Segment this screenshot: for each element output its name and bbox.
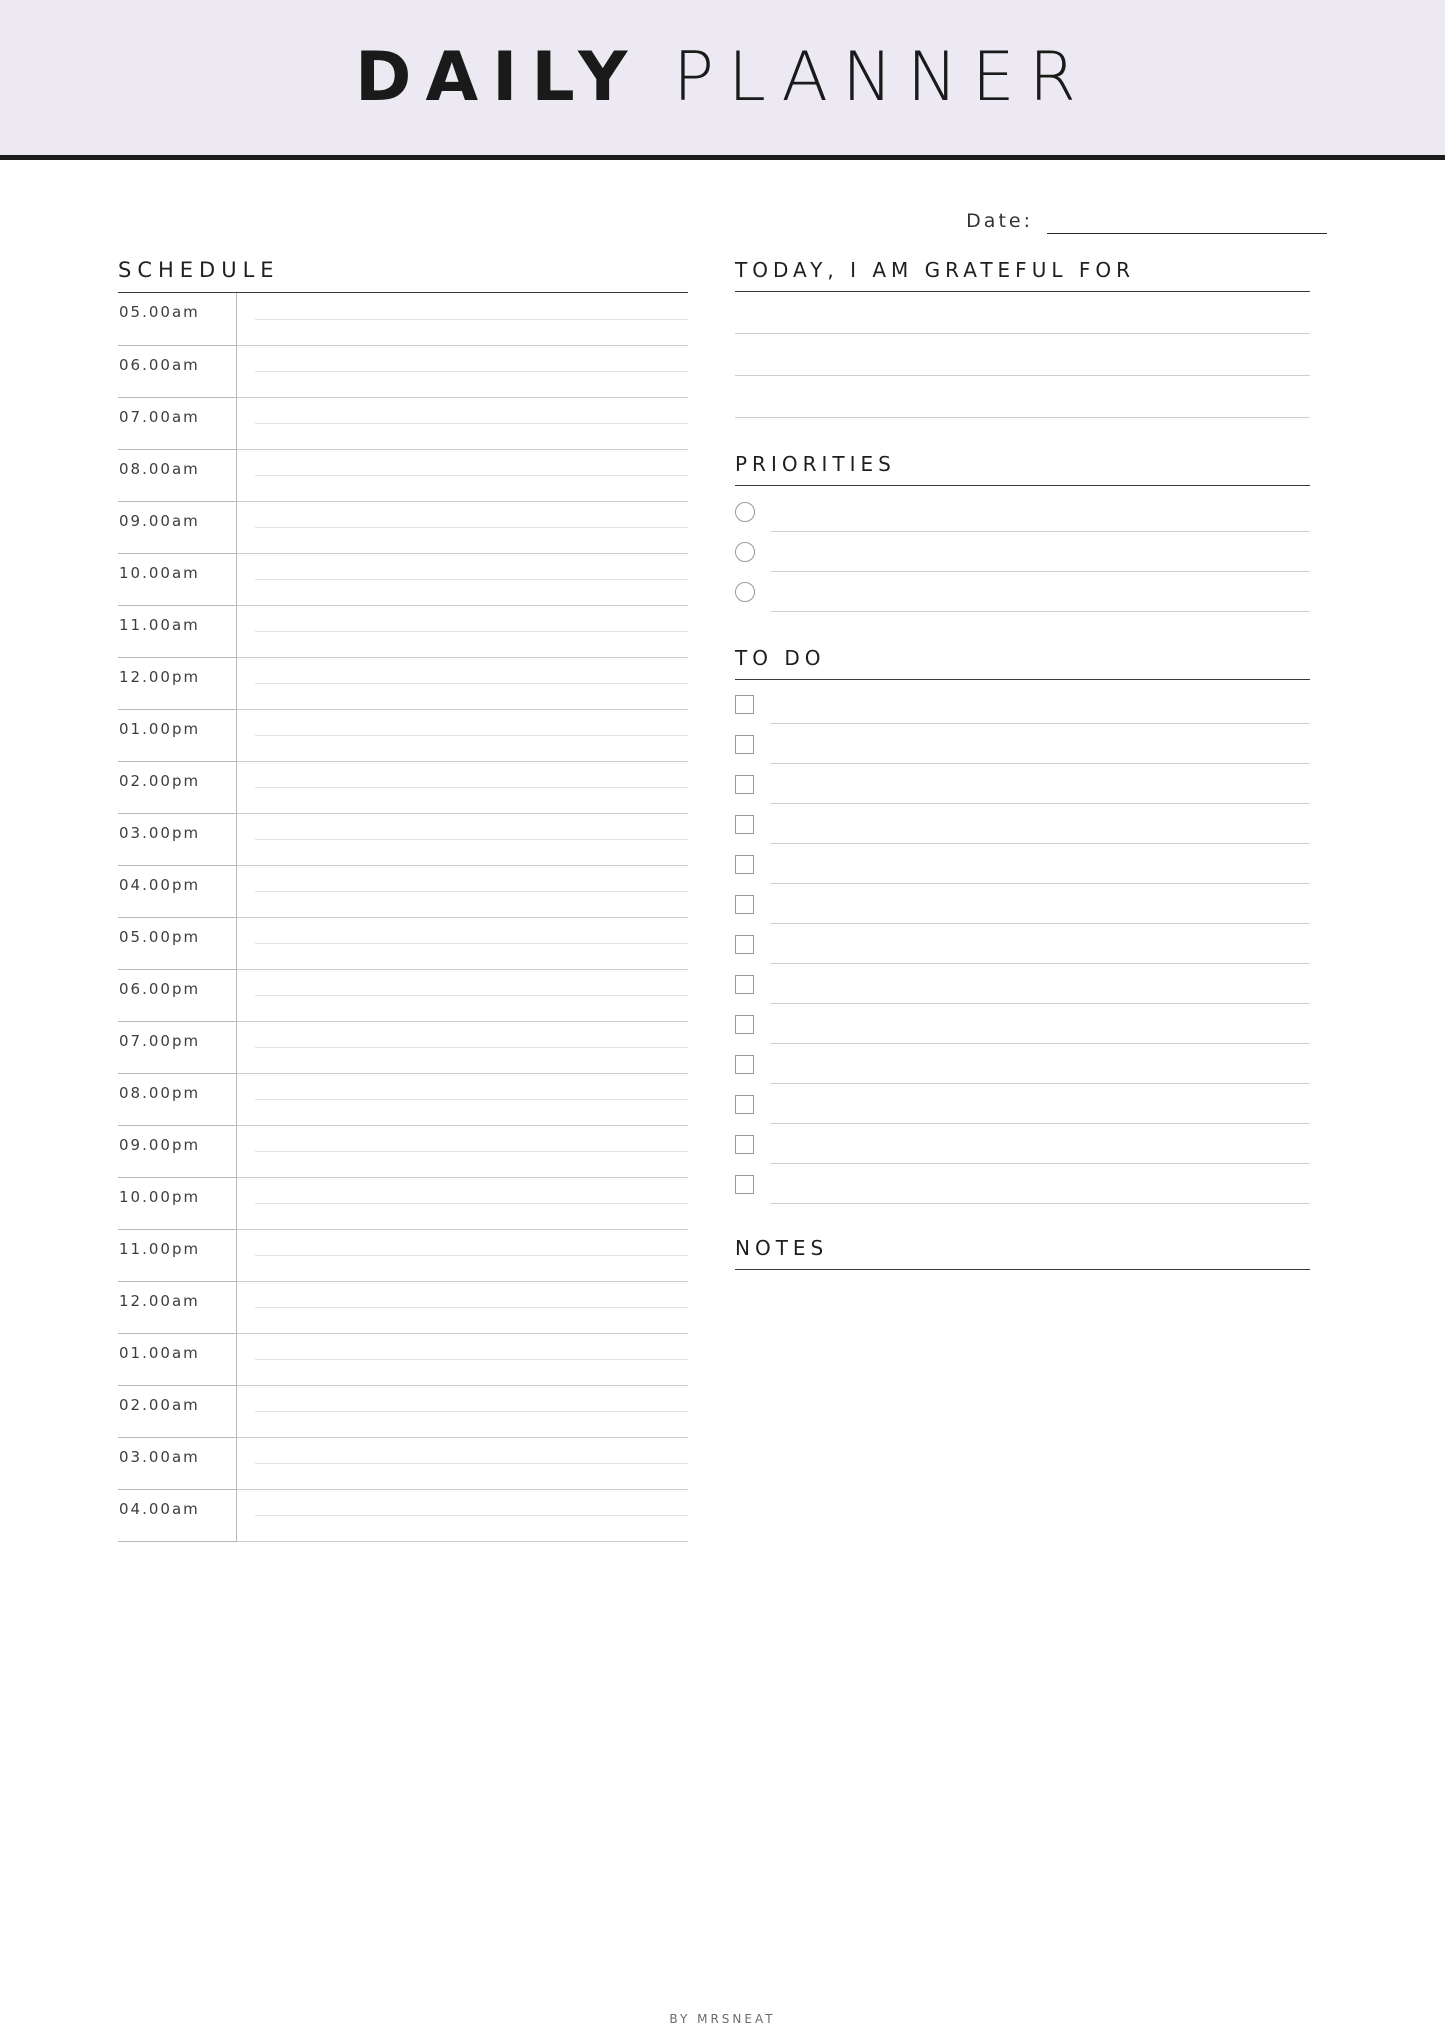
table-row bbox=[118, 657, 688, 709]
checkbox-icon[interactable] bbox=[735, 815, 754, 834]
todo-input[interactable] bbox=[770, 804, 1310, 844]
page-title bbox=[355, 38, 1090, 117]
list-item[interactable] bbox=[735, 964, 1310, 1004]
table-row bbox=[118, 345, 688, 397]
list-item[interactable] bbox=[735, 1124, 1310, 1164]
table-row bbox=[118, 1177, 688, 1229]
todo-input[interactable] bbox=[770, 1044, 1310, 1084]
schedule-time: 01.00pm bbox=[118, 709, 236, 761]
table-row bbox=[118, 293, 688, 345]
schedule-time: 08.00pm bbox=[118, 1073, 236, 1125]
todo-input[interactable] bbox=[770, 924, 1310, 964]
schedule-entry-input[interactable] bbox=[236, 1229, 688, 1281]
grateful-lines bbox=[735, 292, 1310, 418]
todo-section bbox=[735, 646, 1310, 1204]
schedule-time: 10.00am bbox=[118, 553, 236, 605]
schedule-entry-input[interactable] bbox=[236, 1281, 688, 1333]
list-item[interactable] bbox=[735, 572, 1310, 612]
schedule-time: 11.00pm bbox=[118, 1229, 236, 1281]
priority-input[interactable] bbox=[771, 532, 1310, 572]
radio-circle-icon[interactable] bbox=[735, 502, 755, 522]
list-item[interactable] bbox=[735, 1084, 1310, 1124]
page-header bbox=[0, 0, 1445, 160]
schedule-entry-input[interactable] bbox=[236, 813, 688, 865]
todo-list bbox=[735, 684, 1310, 1204]
schedule-time: 12.00pm bbox=[118, 657, 236, 709]
grateful-line-input[interactable] bbox=[735, 334, 1310, 376]
schedule-time: 11.00am bbox=[118, 605, 236, 657]
schedule-entry-input[interactable] bbox=[236, 1177, 688, 1229]
schedule-entry-input[interactable] bbox=[236, 1073, 688, 1125]
table-row bbox=[118, 501, 688, 553]
checkbox-icon[interactable] bbox=[735, 935, 754, 954]
priorities-title: PRIORITIES bbox=[735, 452, 896, 476]
schedule-entry-input[interactable] bbox=[236, 917, 688, 969]
priorities-title-rule bbox=[735, 485, 1310, 486]
checkbox-icon[interactable] bbox=[735, 1055, 754, 1074]
todo-title-rule bbox=[735, 679, 1310, 680]
date-row bbox=[118, 210, 1327, 234]
table-row bbox=[118, 969, 688, 1021]
schedule-time: 04.00pm bbox=[118, 865, 236, 917]
schedule-time: 08.00am bbox=[118, 449, 236, 501]
todo-input[interactable] bbox=[770, 964, 1310, 1004]
right-column bbox=[735, 258, 1310, 1610]
schedule-entry-input[interactable] bbox=[236, 293, 688, 345]
list-item[interactable] bbox=[735, 724, 1310, 764]
list-item[interactable] bbox=[735, 764, 1310, 804]
priorities-list bbox=[735, 492, 1310, 612]
schedule-entry-input[interactable] bbox=[236, 605, 688, 657]
list-item[interactable] bbox=[735, 684, 1310, 724]
list-item[interactable] bbox=[735, 804, 1310, 844]
schedule-entry-input[interactable] bbox=[236, 969, 688, 1021]
table-row bbox=[118, 865, 688, 917]
schedule-time: 04.00am bbox=[118, 1489, 236, 1541]
radio-circle-icon[interactable] bbox=[735, 542, 755, 562]
schedule-entry-input[interactable] bbox=[236, 1437, 688, 1489]
grateful-line-input[interactable] bbox=[735, 292, 1310, 334]
checkbox-icon[interactable] bbox=[735, 775, 754, 794]
priorities-section bbox=[735, 452, 1310, 612]
schedule-entry-input[interactable] bbox=[236, 397, 688, 449]
todo-input[interactable] bbox=[770, 724, 1310, 764]
content-columns bbox=[118, 258, 1327, 1610]
table-row bbox=[118, 709, 688, 761]
table-row bbox=[118, 553, 688, 605]
list-item[interactable] bbox=[735, 492, 1310, 532]
schedule-entry-input[interactable] bbox=[236, 1021, 688, 1073]
list-item[interactable] bbox=[735, 1044, 1310, 1084]
schedule-entry-input[interactable] bbox=[236, 657, 688, 709]
table-row bbox=[118, 1333, 688, 1385]
checkbox-icon[interactable] bbox=[735, 855, 754, 874]
todo-input[interactable] bbox=[770, 684, 1310, 724]
notes-section bbox=[735, 1236, 1310, 1600]
schedule-entry-input[interactable] bbox=[236, 1125, 688, 1177]
checkbox-icon[interactable] bbox=[735, 975, 754, 994]
table-row bbox=[118, 1125, 688, 1177]
schedule-time: 07.00am bbox=[118, 397, 236, 449]
schedule-time: 05.00am bbox=[118, 293, 236, 345]
date-input[interactable] bbox=[1047, 214, 1327, 234]
checkbox-icon[interactable] bbox=[735, 1015, 754, 1034]
table-row bbox=[118, 917, 688, 969]
checkbox-icon[interactable] bbox=[735, 1095, 754, 1114]
schedule-time: 02.00pm bbox=[118, 761, 236, 813]
table-row bbox=[118, 1229, 688, 1281]
date-label: Date: bbox=[966, 210, 1033, 232]
todo-input[interactable] bbox=[770, 844, 1310, 884]
todo-input[interactable] bbox=[770, 764, 1310, 804]
schedule-time: 03.00pm bbox=[118, 813, 236, 865]
list-item[interactable] bbox=[735, 924, 1310, 964]
page-body bbox=[0, 210, 1445, 1610]
schedule-entry-input[interactable] bbox=[236, 553, 688, 605]
list-item[interactable] bbox=[735, 532, 1310, 572]
checkbox-icon[interactable] bbox=[735, 1135, 754, 1154]
schedule-entry-input[interactable] bbox=[236, 345, 688, 397]
todo-input[interactable] bbox=[770, 1004, 1310, 1044]
table-row bbox=[118, 761, 688, 813]
list-item[interactable] bbox=[735, 884, 1310, 924]
schedule-time: 07.00pm bbox=[118, 1021, 236, 1073]
radio-circle-icon[interactable] bbox=[735, 582, 755, 602]
schedule-time: 03.00am bbox=[118, 1437, 236, 1489]
grateful-title: TODAY, I AM GRATEFUL FOR bbox=[735, 258, 1135, 282]
checkbox-icon[interactable] bbox=[735, 895, 754, 914]
notes-title: NOTES bbox=[735, 1236, 829, 1260]
todo-input[interactable] bbox=[770, 884, 1310, 924]
schedule-section bbox=[118, 258, 688, 1610]
schedule-entry-input[interactable] bbox=[236, 1489, 688, 1541]
priority-input[interactable] bbox=[771, 572, 1310, 612]
grateful-line-input[interactable] bbox=[735, 376, 1310, 418]
page-title-light: PLANNER bbox=[673, 38, 1090, 117]
schedule-entry-input[interactable] bbox=[236, 449, 688, 501]
table-row bbox=[118, 397, 688, 449]
table-row bbox=[118, 1489, 688, 1541]
table-row bbox=[118, 449, 688, 501]
schedule-time: 09.00am bbox=[118, 501, 236, 553]
schedule-entry-input[interactable] bbox=[236, 761, 688, 813]
checkbox-icon[interactable] bbox=[735, 695, 754, 714]
todo-title: TO DO bbox=[735, 646, 826, 670]
priority-input[interactable] bbox=[771, 492, 1310, 532]
schedule-table-body bbox=[118, 293, 688, 1541]
schedule-table bbox=[118, 293, 688, 1542]
checkbox-icon[interactable] bbox=[735, 735, 754, 754]
schedule-time: 10.00pm bbox=[118, 1177, 236, 1229]
schedule-time: 06.00am bbox=[118, 345, 236, 397]
schedule-time: 12.00am bbox=[118, 1281, 236, 1333]
table-row bbox=[118, 1073, 688, 1125]
schedule-time: 09.00pm bbox=[118, 1125, 236, 1177]
schedule-entry-input[interactable] bbox=[236, 1333, 688, 1385]
checkbox-icon[interactable] bbox=[735, 1175, 754, 1194]
schedule-entry-input[interactable] bbox=[236, 709, 688, 761]
table-row bbox=[118, 1281, 688, 1333]
schedule-entry-input[interactable] bbox=[236, 865, 688, 917]
schedule-entry-input[interactable] bbox=[236, 1385, 688, 1437]
schedule-time: 05.00pm bbox=[118, 917, 236, 969]
todo-input[interactable] bbox=[770, 1124, 1310, 1164]
todo-input[interactable] bbox=[770, 1164, 1310, 1204]
schedule-entry-input[interactable] bbox=[236, 501, 688, 553]
list-item[interactable] bbox=[735, 1164, 1310, 1204]
todo-input[interactable] bbox=[770, 1084, 1310, 1124]
table-row bbox=[118, 813, 688, 865]
schedule-title: SCHEDULE bbox=[118, 258, 280, 282]
table-row bbox=[118, 1021, 688, 1073]
schedule-time: 02.00am bbox=[118, 1385, 236, 1437]
list-item[interactable] bbox=[735, 844, 1310, 884]
table-row bbox=[118, 1437, 688, 1489]
schedule-time: 01.00am bbox=[118, 1333, 236, 1385]
list-item[interactable] bbox=[735, 1004, 1310, 1044]
table-row bbox=[118, 1385, 688, 1437]
page-title-bold: DAILY bbox=[355, 38, 642, 117]
grateful-section bbox=[735, 258, 1310, 418]
table-row bbox=[118, 605, 688, 657]
notes-input[interactable] bbox=[735, 1270, 1310, 1600]
schedule-time: 06.00pm bbox=[118, 969, 236, 1021]
footer-credit: BY MRSNEAT bbox=[669, 2012, 776, 2026]
